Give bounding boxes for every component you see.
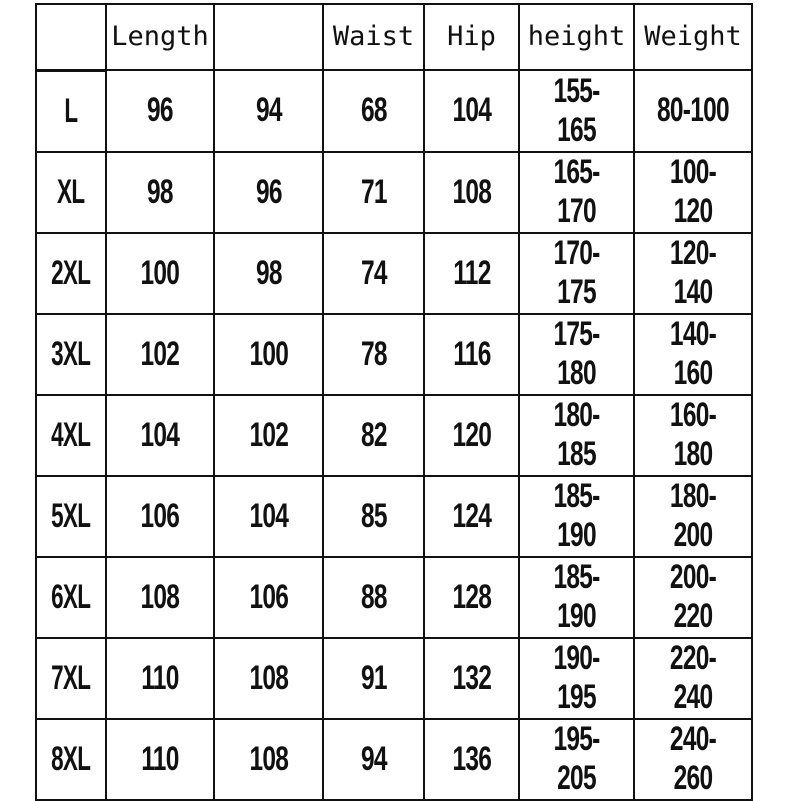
cell-value: 120 (452, 415, 491, 454)
cell-col3 (214, 233, 323, 314)
cell-length (106, 152, 214, 233)
cell-value: 5XL (51, 496, 91, 535)
header-cell-weight: Weight (634, 4, 752, 70)
cell-length (106, 314, 214, 395)
cell-value: 74 (360, 253, 387, 292)
table-row (36, 70, 752, 152)
cell-length (106, 476, 214, 557)
cell-value: 2XL (51, 253, 91, 292)
size-chart-table (35, 3, 753, 801)
cell-length (106, 395, 214, 476)
cell-value: 110 (141, 739, 179, 778)
cell-value: 185-190 (553, 477, 600, 554)
cell-hip (424, 476, 519, 557)
cell-value: 195-205 (553, 720, 600, 797)
cell-weight (634, 476, 752, 557)
cell-value: 80-100 (657, 91, 729, 130)
cell-value: 140-160 (669, 315, 717, 392)
cell-height (519, 638, 634, 719)
cell-value: 106 (249, 577, 288, 616)
cell-value: 104 (249, 496, 288, 535)
cell-weight (634, 233, 752, 314)
cell-hip (424, 638, 519, 719)
header-cell-size (36, 4, 106, 70)
cell-length (106, 233, 214, 314)
cell-value: 91 (360, 658, 387, 697)
table-row (36, 557, 752, 638)
cell-length (106, 638, 214, 719)
table-row (36, 638, 752, 719)
cell-value: 96 (255, 172, 282, 211)
cell-col3 (214, 638, 323, 719)
cell-waist (323, 152, 424, 233)
cell-value: 82 (360, 415, 387, 454)
cell-value: 190-195 (553, 639, 600, 716)
table-row (36, 476, 752, 557)
cell-size (36, 719, 106, 800)
cell-size (36, 557, 106, 638)
cell-value: 85 (360, 496, 387, 535)
cell-value: 136 (452, 739, 491, 778)
cell-value: 106 (140, 496, 180, 535)
cell-value: 155-165 (553, 71, 600, 149)
header-cell-height: height (519, 4, 634, 70)
cell-value: 108 (452, 172, 491, 211)
cell-size (36, 233, 106, 314)
cell-value: 6XL (51, 577, 91, 616)
cell-hip (424, 314, 519, 395)
cell-hip (424, 557, 519, 638)
cell-height (519, 476, 634, 557)
table-body (36, 70, 752, 800)
cell-length (106, 557, 214, 638)
cell-value: 4XL (51, 415, 91, 454)
cell-value: 180-200 (669, 477, 717, 554)
cell-weight (634, 314, 752, 395)
header-cell-waist: Waist (323, 4, 424, 70)
cell-value: 108 (249, 658, 288, 697)
cell-value: 71 (360, 172, 387, 211)
cell-size (36, 152, 106, 233)
cell-value: 102 (140, 334, 180, 373)
cell-waist (323, 476, 424, 557)
cell-waist (323, 70, 424, 152)
cell-value: 120-140 (669, 234, 717, 311)
cell-value: 68 (360, 91, 387, 130)
cell-waist (323, 395, 424, 476)
cell-value: 108 (249, 739, 288, 778)
cell-height (519, 719, 634, 800)
cell-weight (634, 70, 752, 152)
cell-value: 100 (140, 253, 180, 292)
cell-col3 (214, 719, 323, 800)
cell-weight (634, 719, 752, 800)
cell-value: 98 (147, 172, 173, 211)
header-cell-blank (214, 4, 323, 70)
cell-height (519, 395, 634, 476)
cell-value: 240-260 (669, 720, 717, 797)
table-header-row (36, 4, 752, 70)
cell-value: 200-220 (669, 558, 717, 635)
cell-col3 (214, 557, 323, 638)
table-row (36, 314, 752, 395)
cell-size (36, 395, 106, 476)
cell-size (36, 476, 106, 557)
table-row (36, 395, 752, 476)
cell-value: 100 (249, 334, 288, 373)
table-row (36, 233, 752, 314)
cell-value: 108 (140, 577, 180, 616)
cell-height (519, 70, 634, 152)
cell-value: 160-180 (669, 396, 717, 473)
cell-height (519, 233, 634, 314)
cell-waist (323, 233, 424, 314)
cell-waist (323, 719, 424, 800)
cell-length (106, 719, 214, 800)
cell-waist (323, 314, 424, 395)
cell-col3 (214, 70, 323, 152)
cell-col3 (214, 152, 323, 233)
cell-height (519, 314, 634, 395)
table-row (36, 719, 752, 800)
cell-size (36, 70, 106, 152)
cell-value: 94 (255, 91, 282, 130)
cell-size (36, 638, 106, 719)
cell-weight (634, 638, 752, 719)
cell-value: 102 (249, 415, 288, 454)
cell-weight (634, 152, 752, 233)
cell-value: 110 (141, 658, 179, 697)
cell-value: 132 (452, 658, 491, 697)
cell-weight (634, 557, 752, 638)
header-cell-hip: Hip (424, 4, 519, 70)
cell-value: 170-175 (553, 234, 600, 311)
cell-value: 116 (452, 334, 491, 373)
cell-hip (424, 719, 519, 800)
cell-value: L (64, 91, 78, 130)
cell-value: 8XL (51, 739, 91, 778)
cell-value: 112 (452, 253, 491, 292)
cell-value: 180-185 (553, 396, 600, 473)
cell-waist (323, 638, 424, 719)
cell-value: 175-180 (553, 315, 600, 392)
cell-value: 100-120 (669, 153, 717, 230)
cell-value: 78 (360, 334, 387, 373)
cell-value: 104 (452, 91, 491, 130)
cell-value: 3XL (51, 334, 91, 373)
cell-height (519, 152, 634, 233)
cell-col3 (214, 314, 323, 395)
cell-hip (424, 395, 519, 476)
cell-value: XL (57, 172, 85, 211)
cell-col3 (214, 395, 323, 476)
cell-value: 98 (255, 253, 282, 292)
cell-hip (424, 152, 519, 233)
cell-value: 88 (360, 577, 387, 616)
cell-value: 7XL (51, 658, 91, 697)
cell-value: 128 (452, 577, 491, 616)
cell-hip (424, 70, 519, 152)
header-cell-length: Length (106, 4, 214, 70)
cell-hip (424, 233, 519, 314)
cell-height (519, 557, 634, 638)
cell-value: 94 (360, 739, 387, 778)
cell-value: 185-190 (553, 558, 600, 635)
cell-value: 96 (147, 91, 173, 130)
cell-value: 124 (452, 496, 491, 535)
cell-weight (634, 395, 752, 476)
cell-col3 (214, 476, 323, 557)
cell-value: 165-170 (553, 153, 600, 230)
cell-value: 104 (140, 415, 180, 454)
cell-value: 220-240 (669, 639, 717, 716)
cell-length (106, 70, 214, 152)
cell-size (36, 314, 106, 395)
cell-waist (323, 557, 424, 638)
table-row (36, 152, 752, 233)
